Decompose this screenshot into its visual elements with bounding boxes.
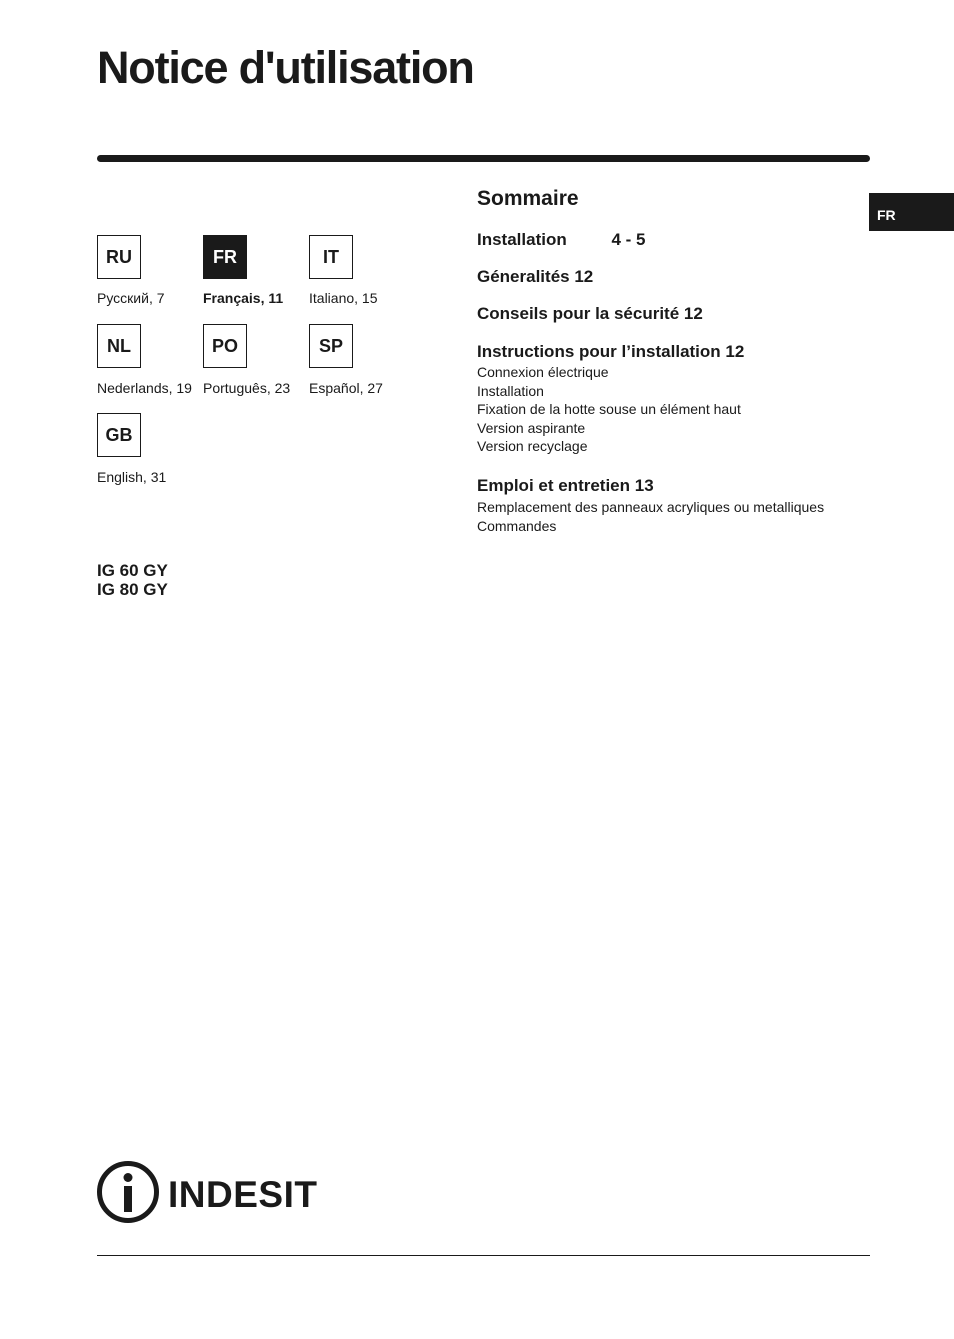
toc-section-pages: 4 - 5 (611, 230, 646, 249)
toc-section-conseils: Conseils pour la sécurité 12 (477, 304, 703, 323)
page-title: Notice d'utilisation (97, 42, 474, 93)
lang-code-nl: NL (97, 324, 141, 368)
lang-code-sp: SP (309, 324, 353, 368)
toc-subitems-instructions (477, 363, 741, 456)
toc-subitem: Commandes (477, 517, 557, 534)
lang-label-po: Português, 23 (203, 380, 291, 396)
toc-subitem: Connexion électrique (477, 364, 609, 380)
toc-subitem: Version recyclage (477, 438, 588, 455)
language-side-tab: FR (869, 193, 954, 231)
indesit-logo (96, 1160, 336, 1224)
toc-section-label: Installation (477, 230, 567, 249)
logo-wordmark: INDESIT (168, 1174, 318, 1215)
lang-code-fr: FR (203, 235, 247, 279)
toc-subitem: Installation (477, 382, 544, 399)
footer-divider (97, 1255, 870, 1256)
toc-subitems-emploi (477, 498, 824, 535)
toc-subitem: Fixation de la hotte souse un élément haut (477, 401, 741, 418)
lang-label-ru: Русский, 7 (97, 290, 165, 306)
lang-label-nl: Nederlands, 19 (97, 380, 192, 396)
model-number: IG 80 GY (97, 580, 168, 599)
lang-code-po: PO (203, 324, 247, 368)
toc-section-instructions: Instructions pour l’installation 12 (477, 342, 745, 361)
model-number: IG 60 GY (97, 561, 168, 580)
lang-label-sp: Español, 27 (309, 380, 383, 396)
toc-heading: Sommaire (477, 187, 579, 210)
toc-subitem: Version aspirante (477, 419, 586, 436)
toc-section-emploi: Emploi et entretien 13 (477, 476, 654, 495)
toc-section-installation (477, 229, 646, 251)
lang-label-fr: Français, 11 (203, 290, 284, 306)
lang-label-it: Italiano, 15 (309, 290, 378, 306)
lang-code-ru: RU (97, 235, 141, 279)
lang-label-gb: English, 31 (97, 469, 167, 485)
lang-code-gb: GB (97, 413, 141, 457)
lang-code-it: IT (309, 235, 353, 279)
toc-section-generalites: Géneralités 12 (477, 267, 594, 286)
toc-subitem: Remplacement des panneaux acryliques ou metalliques (477, 499, 825, 515)
header-divider (97, 155, 870, 162)
